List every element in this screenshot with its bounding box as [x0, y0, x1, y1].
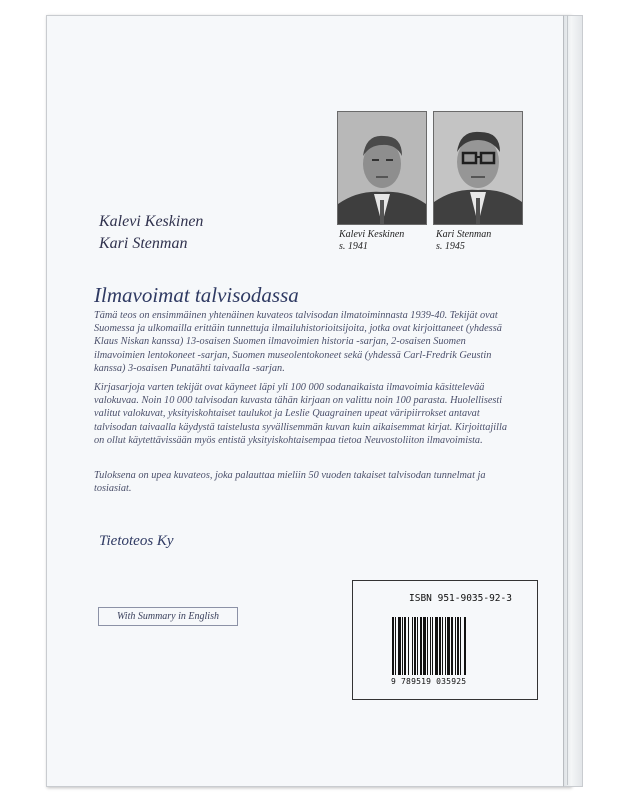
spine-fold-line [567, 15, 568, 785]
blurb-paragraph-1: Tämä teos on ensimmäinen yhtenäinen kuvateos talvisodan ilmatoiminnasta 1939-40. Tekijät ovat Suomessa ja ulkomailla erittäin tunnettuja ilmailuhistorioitsijoita, jotka ovat kirjoittaneet (yhdessä Klaus Niskan kanssa) 13-osaisen Suomen ilmavoimien historia -sarjan, 2-osaisen Suomen ilmavoimien lentokoneet -sarjan, Suomen museolentokoneet sekä (yhdessä Carl-Fredrik Geustin kanssa) 3-osaisen Punatähti taivaalla -sarjan. [94, 310, 502, 374]
barcode-icon [390, 617, 500, 675]
author-name-1: Kalevi Keskinen [99, 213, 204, 230]
publisher-name: Tietoteos Ky [99, 533, 174, 549]
author-names [99, 211, 203, 255]
photo-caption-2 [436, 229, 491, 253]
author-photo-keskinen [337, 111, 427, 225]
author-name-2: Kari Stenman [99, 235, 188, 252]
blurb-paragraph-3: Tuloksena on upea kuvateos, joka palauttaa mieliin 50 vuoden takaiset talvisodan tunnelmat ja tosiasiat. [94, 470, 486, 495]
isbn-barcode-box [352, 580, 538, 700]
caption-name-1: Kalevi Keskinen [339, 229, 405, 240]
isbn-label: ISBN 951-9035-92-3 [409, 593, 512, 604]
photo-caption-1 [339, 229, 404, 253]
book-spine [563, 15, 583, 787]
author-photo-stenman [433, 111, 523, 225]
caption-born-2: s. 1945 [436, 241, 465, 252]
book-title: Ilmavoimat talvisodassa [94, 283, 299, 307]
barcode-number: 9 789519 035925 [391, 677, 467, 686]
blurb-paragraph-2: Kirjasarjoja varten tekijät ovat käyneet läpi yli 100 000 sodanaikaista ilmavoimia käsittelevää valokuvaa. Noin 10 000 talvisodan kuvasta tähän kirjaan on valittu noin 100 parasta. Huolellisesti valitut valokuvat, yksityiskohtaiset taulukot ja Leslie Quagrainen upeat väripiirrokset antavat talvisodan taivaalla käydystä taistelusta syvällisemmän kuvan kuin aikaisemmat kirjat. Kirjoittajilla on ollut käytettävissään myös entistä yksityiskohtaisempaa tietoa Neuvostoliiton ilmavoimista. [94, 382, 507, 446]
caption-born-1: s. 1941 [339, 241, 368, 252]
summary-language-note: With Summary in English [98, 607, 238, 626]
caption-name-2: Kari Stenman [436, 229, 492, 240]
